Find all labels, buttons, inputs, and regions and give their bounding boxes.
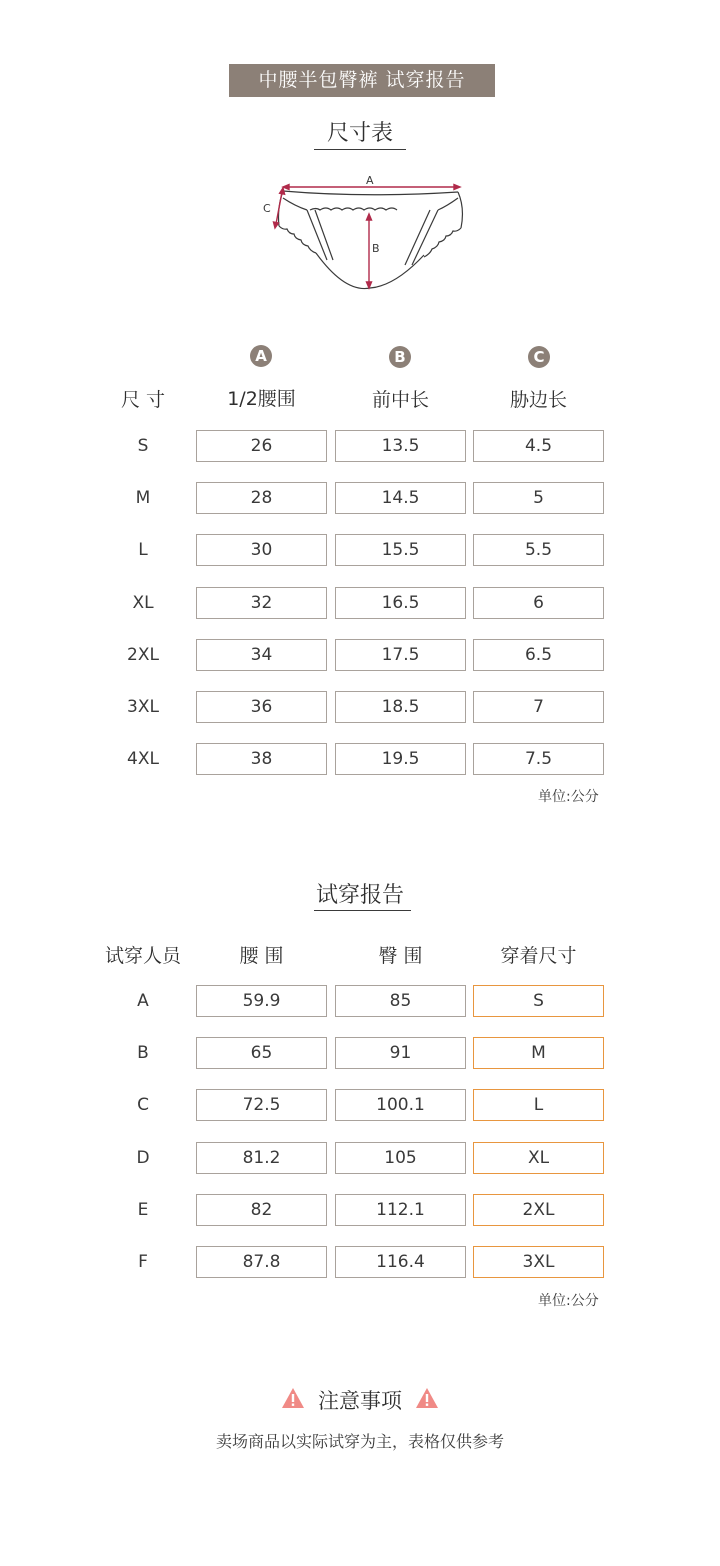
size-cell: 5 <box>473 482 604 514</box>
fit-cell: 100.1 <box>335 1089 466 1121</box>
fit-cell: 59.9 <box>196 985 327 1017</box>
size-cell: 5.5 <box>473 534 604 566</box>
size-cell: 6 <box>473 587 604 619</box>
garment-diagram <box>255 168 465 298</box>
size-cell: 36 <box>196 691 327 723</box>
column-header-waist: 1/2腰围 <box>227 388 296 410</box>
person-label: D <box>136 1148 150 1168</box>
fit-cell: 65 <box>196 1037 327 1069</box>
fit-header-person: 试穿人员 <box>104 945 181 967</box>
worn-size-cell: L <box>473 1089 604 1121</box>
fit-header-hip: 臀 围 <box>378 945 423 967</box>
size-chart-title: 尺寸表 <box>326 121 393 146</box>
person-label: E <box>137 1200 149 1220</box>
column-header-front-length: 前中长 <box>371 389 429 411</box>
column-badge-c: C <box>528 346 550 368</box>
column-badge-b: B <box>389 346 411 368</box>
size-label: S <box>137 436 149 456</box>
size-label: XL <box>132 593 154 613</box>
fit-report-unit: 单位:公分 <box>538 1293 599 1309</box>
size-cell: 28 <box>196 482 327 514</box>
worn-size-cell: XL <box>473 1142 604 1174</box>
size-label: 4XL <box>127 749 159 769</box>
person-label: F <box>138 1252 148 1272</box>
fit-cell: 85 <box>335 985 466 1017</box>
size-cell: 32 <box>196 587 327 619</box>
fit-cell: 105 <box>335 1142 466 1174</box>
size-chart-unit: 单位:公分 <box>538 789 599 805</box>
fit-cell: 87.8 <box>196 1246 327 1278</box>
fit-cell: 81.2 <box>196 1142 327 1174</box>
size-cell: 7.5 <box>473 743 604 775</box>
size-label: 2XL <box>127 645 159 665</box>
fit-cell: 116.4 <box>335 1246 466 1278</box>
warning-icon <box>281 1387 305 1413</box>
worn-size-cell: 2XL <box>473 1194 604 1226</box>
size-cell: 15.5 <box>335 534 466 566</box>
diagram-label-b: B <box>372 242 380 255</box>
fit-report-title-underline <box>314 910 411 911</box>
size-cell: 26 <box>196 430 327 462</box>
diagram-label-c: C <box>263 202 271 215</box>
worn-size-cell: M <box>473 1037 604 1069</box>
fit-cell: 82 <box>196 1194 327 1226</box>
fit-header-waist: 腰 围 <box>239 945 284 967</box>
size-label: L <box>138 540 148 560</box>
fit-cell: 112.1 <box>335 1194 466 1226</box>
fit-cell: 72.5 <box>196 1089 327 1121</box>
size-cell: 19.5 <box>335 743 466 775</box>
page-banner: 中腰半包臀裤 试穿报告 <box>229 64 495 97</box>
size-cell: 18.5 <box>335 691 466 723</box>
person-label: B <box>137 1043 149 1063</box>
size-cell: 7 <box>473 691 604 723</box>
fit-report-title: 试穿报告 <box>315 883 404 908</box>
size-cell: 13.5 <box>335 430 466 462</box>
notice-title: 注意事项 <box>318 1389 402 1413</box>
worn-size-cell: S <box>473 985 604 1017</box>
worn-size-cell: 3XL <box>473 1246 604 1278</box>
size-cell: 34 <box>196 639 327 671</box>
size-cell: 38 <box>196 743 327 775</box>
notice-text: 卖场商品以实际试穿为主，表格仅供参考 <box>215 1432 504 1451</box>
person-label: A <box>137 991 149 1011</box>
size-label: 3XL <box>127 697 159 717</box>
fit-cell: 91 <box>335 1037 466 1069</box>
size-cell: 6.5 <box>473 639 604 671</box>
notice-header <box>0 1385 720 1415</box>
diagram-label-a: A <box>366 174 374 187</box>
size-cell: 17.5 <box>335 639 466 671</box>
size-cell: 16.5 <box>335 587 466 619</box>
warning-icon <box>415 1387 439 1413</box>
size-cell: 4.5 <box>473 430 604 462</box>
fit-header-worn-size: 穿着尺寸 <box>500 945 577 967</box>
column-header-side-length: 胁边长 <box>509 389 567 411</box>
size-label: M <box>135 488 151 508</box>
person-label: C <box>137 1095 149 1115</box>
column-badge-a: A <box>250 345 272 367</box>
size-chart-title-underline <box>314 149 406 150</box>
size-cell: 30 <box>196 534 327 566</box>
size-row-header: 尺 寸 <box>120 389 166 411</box>
size-cell: 14.5 <box>335 482 466 514</box>
